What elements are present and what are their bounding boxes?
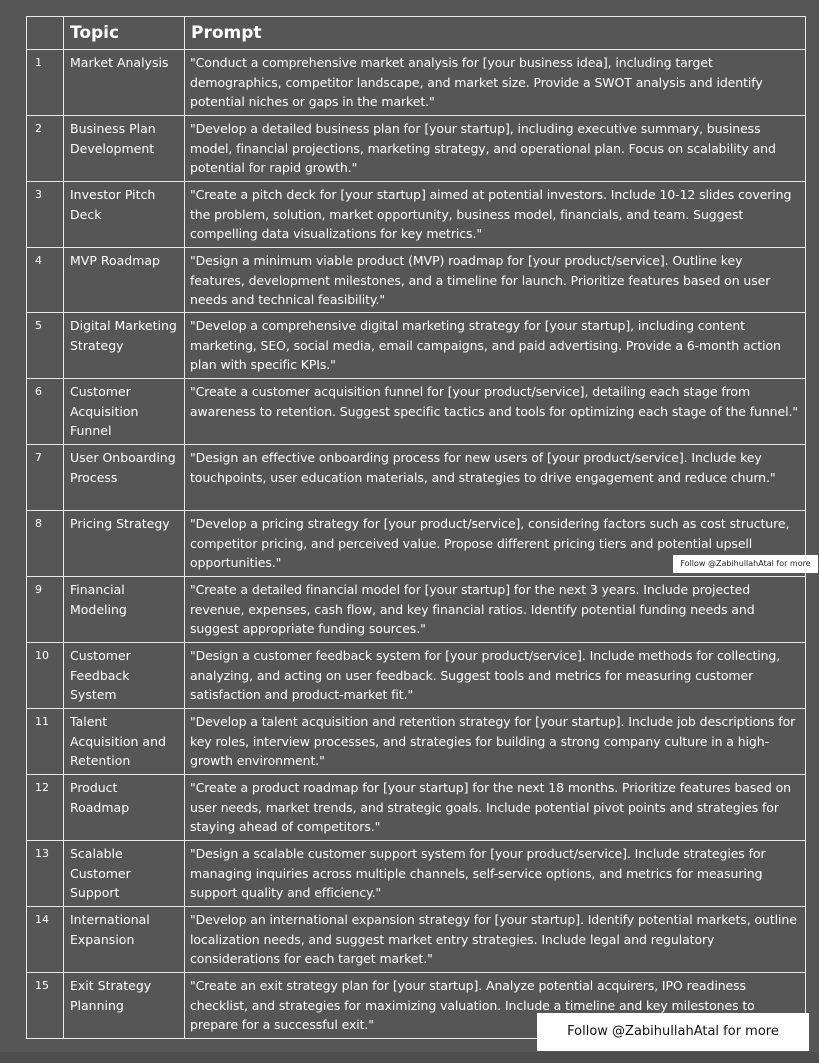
row-prompt: "Conduct a comprehensive market analysis for [your business idea], including target demographics, competitor landscape, and market size. Provide a SWOT analysis and identify potential niches or gaps in the market." [185,50,806,116]
row-topic: Market Analysis [64,50,185,116]
table-row [27,379,806,445]
follow-watermark-large: Follow @ZabihullahAtal for more [537,1013,809,1051]
row-prompt: "Develop a detailed business plan for [your startup], including executive summary, business model, financial projections, marketing strategy, and operational plan. Focus on scalability and potential for rapid growth." [185,116,806,182]
row-topic: MVP Roadmap [64,248,185,313]
table-row [27,709,806,775]
row-prompt: "Create an exit strategy plan for [your startup]. Analyze potential acquirers, IPO readiness checklist, and strategies for maximizing valuation. Include a timeline and key milestones to prepare for a successful exit." [185,973,806,1039]
row-number: 8 [27,511,64,577]
row-topic: User Onboarding Process [64,445,185,511]
row-topic: Financial Modeling [64,577,185,643]
row-number: 12 [27,775,64,841]
row-topic: Scalable Customer Support [64,841,185,907]
row-topic: Product Roadmap [64,775,185,841]
table-row [27,182,806,248]
row-number: 5 [27,313,64,379]
row-topic: Investor Pitch Deck [64,182,185,248]
row-prompt: "Develop a talent acquisition and retention strategy for [your startup]. Include job descriptions for key roles, interview processes, and strategies for building a strong company culture in a high-growth environment." [185,709,806,775]
row-number: 9 [27,577,64,643]
table-row [27,313,806,379]
row-number: 4 [27,248,64,313]
row-prompt: "Design a scalable customer support system for [your product/service]. Include strategies for managing inquiries across multiple channels, self-service options, and metrics for measuring support quality and efficiency." [185,841,806,907]
row-topic: Pricing Strategy [64,511,185,577]
row-prompt: "Design a customer feedback system for [your product/service]. Include methods for collecting, analyzing, and acting on user feedback. Suggest tools and metrics for measuring customer satisfaction and product-market fit." [185,643,806,709]
row-number: 7 [27,445,64,511]
row-topic: Customer Feedback System [64,643,185,709]
row-number: 6 [27,379,64,445]
row-number: 11 [27,709,64,775]
follow-watermark-small: Follow @ZabihullahAtal for more [673,555,818,573]
row-number: 10 [27,643,64,709]
header-prompt: Prompt [185,17,806,50]
table-row [27,445,806,511]
row-topic: Talent Acquisition and Retention [64,709,185,775]
row-number: 14 [27,907,64,973]
header-number [27,17,64,50]
row-prompt: "Develop an international expansion strategy for [your startup]. Identify potential markets, outline localization needs, and suggest market entry strategies. Include legal and regulatory considerations for each target market." [185,907,806,973]
row-prompt: "Create a pitch deck for [your startup] aimed at potential investors. Include 10-12 slides covering the problem, solution, market opportunity, business model, financials, and team. Suggest compelling data visualizations for key metrics." [185,182,806,248]
row-number: 15 [27,973,64,1039]
row-topic: Customer Acquisition Funnel [64,379,185,445]
header-topic: Topic [64,17,185,50]
table-row [27,248,806,313]
row-prompt: "Design a minimum viable product (MVP) roadmap for [your product/service]. Outline key features, development milestones, and a timeline for launch. Prioritize features based on user needs and technical feasibility." [185,248,806,313]
row-topic: Business Plan Development [64,116,185,182]
row-number: 2 [27,116,64,182]
row-prompt: "Design an effective onboarding process for new users of [your product/service]. Include key touchpoints, user education materials, and strategies to drive engagement and reduce churn." [185,445,806,511]
table-row [27,116,806,182]
table-header-row [27,17,806,50]
table-row [27,775,806,841]
row-prompt: "Develop a pricing strategy for [your product/service], considering factors such as cost structure, competitor pricing, and perceived value. Propose different pricing tiers and potential upsell opportunities." [185,511,806,577]
row-topic: Digital Marketing Strategy [64,313,185,379]
table-row [27,643,806,709]
row-number: 1 [27,50,64,116]
row-topic: Exit Strategy Planning [64,973,185,1039]
row-prompt: "Develop a comprehensive digital marketing strategy for [your startup], including content marketing, SEO, social media, email campaigns, and paid advertising. Provide a 6-month action plan with specific KPIs." [185,313,806,379]
row-prompt: "Create a product roadmap for [your startup] for the next 18 months. Prioritize features based on user needs, market trends, and strategic goals. Include potential pivot points and strategies for staying ahead of competitors." [185,775,806,841]
row-prompt: "Create a detailed financial model for [your startup] for the next 3 years. Include projected revenue, expenses, cash flow, and key financial ratios. Identify potential funding needs and suggest appropriate funding sources." [185,577,806,643]
row-topic: International Expansion [64,907,185,973]
row-prompt: "Create a customer acquisition funnel for [your product/service], detailing each stage from awareness to retention. Suggest specific tactics and tools for optimizing each stage of the funnel." [185,379,806,445]
table-row [27,841,806,907]
table-row [27,50,806,116]
bottom-edge [0,1052,819,1063]
row-number: 13 [27,841,64,907]
row-number: 3 [27,182,64,248]
prompts-table [26,16,806,1039]
table-row [27,577,806,643]
table-row [27,907,806,973]
